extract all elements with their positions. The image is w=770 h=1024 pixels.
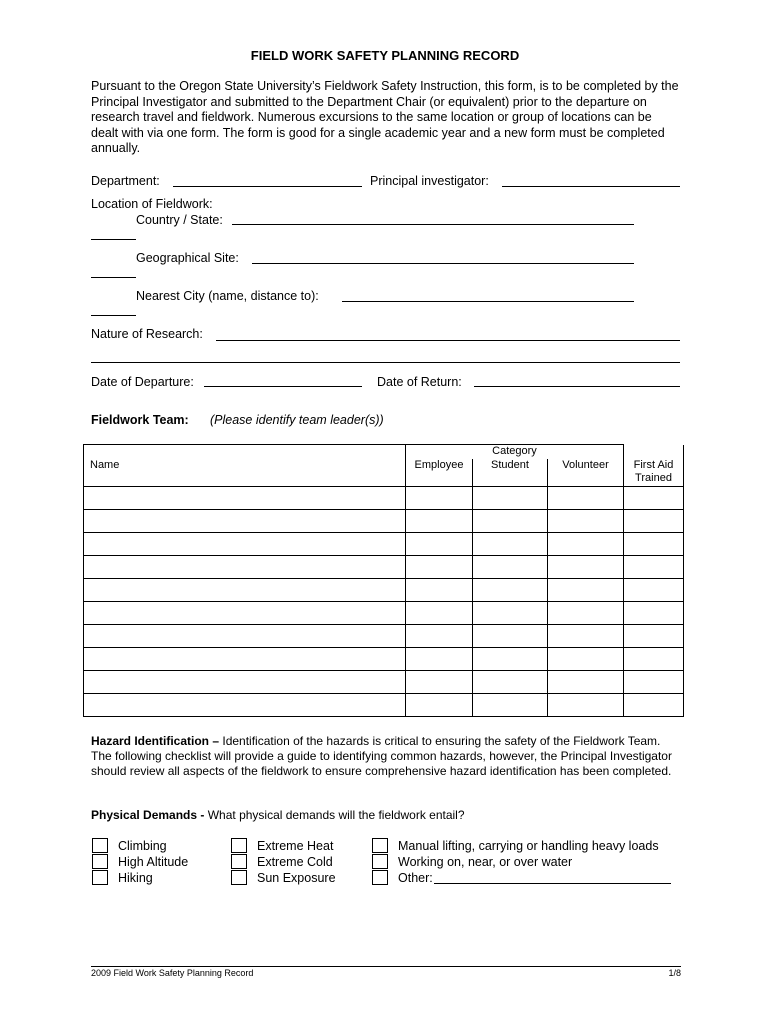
cell-student[interactable]: [473, 647, 548, 670]
cell-first-aid[interactable]: [624, 624, 684, 647]
cell-volunteer[interactable]: [548, 670, 624, 693]
cell-student[interactable]: [473, 555, 548, 578]
checkbox-manual-lifting[interactable]: [372, 838, 388, 853]
cell-employee[interactable]: [406, 693, 473, 716]
cell-name[interactable]: [84, 532, 406, 555]
cell-first-aid[interactable]: [624, 532, 684, 555]
cell-employee[interactable]: [406, 601, 473, 624]
cell-employee[interactable]: [406, 624, 473, 647]
cell-student[interactable]: [473, 578, 548, 601]
physical-demands-heading: Physical Demands -: [91, 808, 205, 822]
page-number: 1/8: [668, 968, 681, 978]
label-sun-exposure: Sun Exposure: [257, 871, 336, 885]
label-other: Other:: [398, 871, 433, 885]
column-header-student: Student: [491, 458, 529, 471]
cell-employee[interactable]: [406, 532, 473, 555]
country-state-label: Country / State:: [136, 213, 223, 227]
location-label: Location of Fieldwork:: [91, 197, 213, 211]
geographical-site-label: Geographical Site:: [136, 251, 239, 265]
table-row: [84, 509, 684, 532]
table-row: [84, 601, 684, 624]
cell-volunteer[interactable]: [548, 486, 624, 509]
cell-name[interactable]: [84, 670, 406, 693]
cell-name[interactable]: [84, 624, 406, 647]
cell-first-aid[interactable]: [624, 601, 684, 624]
footer: [91, 966, 681, 978]
checkbox-sun-exposure[interactable]: [231, 870, 247, 885]
department-field[interactable]: [173, 186, 362, 187]
cell-first-aid[interactable]: [624, 647, 684, 670]
hazard-identification-text: Identification of the hazards is critical to ensuring the safety of the Fieldwork Team. The following checklist will provide a guide to identifying common hazards, however, the Principal Investigator should review all aspects of the fieldwork to ensure comprehensive hazard identification has been completed.: [91, 734, 672, 778]
cell-name[interactable]: [84, 647, 406, 670]
physical-demands-paragraph: [91, 808, 681, 823]
cell-student[interactable]: [473, 486, 548, 509]
date-of-departure-field[interactable]: [204, 386, 362, 387]
checkbox-extreme-cold[interactable]: [231, 854, 247, 869]
column-header-volunteer: Volunteer: [562, 458, 609, 471]
other-field[interactable]: [434, 883, 671, 884]
table-row: [84, 532, 684, 555]
category-header: Category: [492, 445, 537, 458]
cell-first-aid[interactable]: [624, 670, 684, 693]
physical-demands-question: What physical demands will the fieldwork entail?: [204, 808, 465, 822]
column-header-name: Name: [90, 459, 120, 472]
table-row: [84, 578, 684, 601]
cell-volunteer[interactable]: [548, 509, 624, 532]
principal-investigator-field[interactable]: [502, 186, 680, 187]
cell-name[interactable]: [84, 486, 406, 509]
cell-name[interactable]: [84, 693, 406, 716]
label-water: Working on, near, or over water: [398, 855, 573, 869]
label-high-altitude: High Altitude: [118, 855, 189, 869]
cell-volunteer[interactable]: [548, 693, 624, 716]
cell-first-aid[interactable]: [624, 486, 684, 509]
label-climbing: Climbing: [118, 839, 167, 853]
label-manual-lifting: Manual lifting, carrying or handling heavy loads: [398, 839, 659, 853]
date-of-return-label: Date of Return:: [377, 375, 462, 389]
page-title: FIELD WORK SAFETY PLANNING RECORD: [250, 48, 520, 63]
country-state-field[interactable]: [232, 224, 634, 225]
checkbox-other[interactable]: [372, 870, 388, 885]
table-row: [84, 647, 684, 670]
country-state-field-continued[interactable]: [91, 239, 136, 240]
table-row: [84, 624, 684, 647]
label-hiking: Hiking: [118, 871, 153, 885]
checkbox-climbing[interactable]: [92, 838, 108, 853]
principal-investigator-label: Principal investigator:: [370, 174, 489, 188]
fieldwork-team-note: (Please identify team leader(s)): [210, 413, 384, 427]
checkbox-hiking[interactable]: [92, 870, 108, 885]
column-header-trained: Trained: [635, 471, 672, 484]
table-row: [84, 555, 684, 578]
cell-first-aid[interactable]: [624, 578, 684, 601]
cell-first-aid[interactable]: [624, 509, 684, 532]
cell-volunteer[interactable]: [548, 624, 624, 647]
cell-volunteer[interactable]: [548, 601, 624, 624]
nature-of-research-field-continued[interactable]: [91, 362, 680, 363]
fieldwork-team-table: [83, 444, 684, 717]
checkbox-high-altitude[interactable]: [92, 854, 108, 869]
cell-student[interactable]: [473, 532, 548, 555]
cell-employee[interactable]: [406, 555, 473, 578]
cell-volunteer[interactable]: [548, 647, 624, 670]
department-label: Department:: [91, 174, 160, 188]
cell-employee[interactable]: [406, 647, 473, 670]
geographical-site-field-continued[interactable]: [91, 277, 136, 278]
cell-employee[interactable]: [406, 670, 473, 693]
checkbox-water[interactable]: [372, 854, 388, 869]
cell-student[interactable]: [473, 624, 548, 647]
cell-employee[interactable]: [406, 486, 473, 509]
geographical-site-field[interactable]: [252, 263, 634, 264]
cell-student[interactable]: [473, 601, 548, 624]
nearest-city-field-continued[interactable]: [91, 315, 136, 316]
cell-student[interactable]: [473, 693, 548, 716]
table-row: [84, 670, 684, 693]
column-header-employee: Employee: [414, 458, 464, 471]
cell-name[interactable]: [84, 601, 406, 624]
checkbox-extreme-heat[interactable]: [231, 838, 247, 853]
fieldwork-team-heading: Fieldwork Team:: [91, 413, 189, 427]
nature-of-research-field[interactable]: [216, 340, 680, 341]
label-extreme-cold: Extreme Cold: [257, 855, 333, 869]
cell-volunteer[interactable]: [548, 532, 624, 555]
date-of-departure-label: Date of Departure:: [91, 375, 194, 389]
cell-first-aid[interactable]: [624, 693, 684, 716]
date-of-return-field[interactable]: [474, 386, 680, 387]
table-row: [84, 693, 684, 716]
label-extreme-heat: Extreme Heat: [257, 839, 334, 853]
nature-of-research-label: Nature of Research:: [91, 327, 203, 341]
footer-title: 2009 Field Work Safety Planning Record: [91, 968, 254, 978]
cell-name[interactable]: [84, 578, 406, 601]
intro-paragraph: Pursuant to the Oregon State University’s Fieldwork Safety Instruction, this form, is to be completed by the Principal Investigator and submitted to the Department Chair (or equivalent) prior to the departure on research travel and fieldwork. Numerous excursions to the same location or group of locations can be dealt with via one form. The form is good for a single academic year and a new form must be completed annually.: [91, 79, 679, 156]
cell-name[interactable]: [84, 555, 406, 578]
hazard-identification-heading: Hazard Identification –: [91, 734, 220, 748]
cell-student[interactable]: [473, 509, 548, 532]
cell-employee[interactable]: [406, 578, 473, 601]
cell-name[interactable]: [84, 509, 406, 532]
hazard-identification-paragraph: [91, 734, 681, 779]
cell-employee[interactable]: [406, 509, 473, 532]
cell-volunteer[interactable]: [548, 578, 624, 601]
cell-volunteer[interactable]: [548, 555, 624, 578]
nearest-city-field[interactable]: [342, 301, 634, 302]
column-header-first-aid: First Aid: [633, 458, 674, 471]
table-row: [84, 486, 684, 509]
nearest-city-label: Nearest City (name, distance to):: [136, 289, 319, 303]
cell-first-aid[interactable]: [624, 555, 684, 578]
cell-student[interactable]: [473, 670, 548, 693]
